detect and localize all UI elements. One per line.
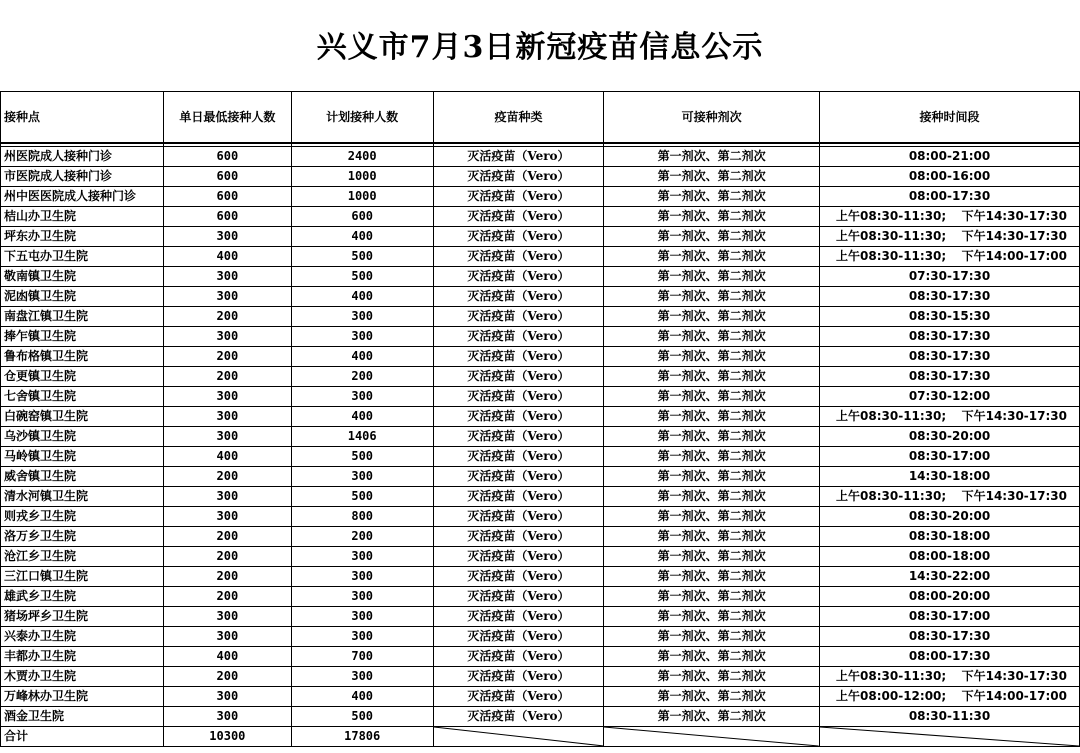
time-cell: [820, 667, 1080, 687]
site-cell: 乌沙镇卫生院: [1, 427, 164, 447]
time-cell: [820, 207, 1080, 227]
time-range: 07:30-17:30: [908, 269, 991, 283]
site-cell: 木贾办卫生院: [1, 667, 164, 687]
total-label: 合计: [1, 727, 164, 747]
planned-cell: 1000: [291, 187, 433, 207]
min-daily-cell: 300: [163, 287, 291, 307]
diagonal-line: [820, 727, 1079, 746]
time-range: 07:30-12:00: [908, 389, 991, 403]
min-daily-cell: 200: [163, 527, 291, 547]
time-cell: [820, 347, 1080, 367]
min-daily-cell: 300: [163, 227, 291, 247]
site-cell: 丰都办卫生院: [1, 647, 164, 667]
time-cell: [820, 567, 1080, 587]
vaccine-type-cell: 灭活疫苗（Vero）: [433, 687, 604, 707]
time-pm: 下午14:30-17:30: [961, 229, 1067, 243]
site-cell: 州医院成人接种门诊: [1, 147, 164, 167]
header-min-daily: 单日最低接种人数: [163, 92, 291, 144]
table-row: [1, 347, 1080, 367]
site-cell: 坪东办卫生院: [1, 227, 164, 247]
table-row: [1, 287, 1080, 307]
planned-cell: 300: [291, 327, 433, 347]
table-row: [1, 587, 1080, 607]
min-daily-cell: 300: [163, 407, 291, 427]
dose-cell: 第一剂次、第二剂次: [604, 427, 820, 447]
site-cell: 马岭镇卫生院: [1, 447, 164, 467]
time-cell: [820, 227, 1080, 247]
min-daily-cell: 300: [163, 627, 291, 647]
min-daily-cell: 400: [163, 447, 291, 467]
time-cell: [820, 587, 1080, 607]
time-am: 上午08:30-11:30;: [836, 669, 947, 683]
min-daily-cell: 200: [163, 667, 291, 687]
min-daily-cell: 600: [163, 187, 291, 207]
blank-cell: [433, 727, 604, 747]
planned-cell: 300: [291, 467, 433, 487]
dose-cell: 第一剂次、第二剂次: [604, 167, 820, 187]
min-daily-cell: 200: [163, 587, 291, 607]
dose-cell: 第一剂次、第二剂次: [604, 667, 820, 687]
vaccine-type-cell: 灭活疫苗（Vero）: [433, 287, 604, 307]
time-cell: [820, 367, 1080, 387]
site-cell: 泥凼镇卫生院: [1, 287, 164, 307]
time-am: 上午08:30-11:30;: [836, 489, 947, 503]
planned-cell: 500: [291, 707, 433, 727]
header-time: 接种时间段: [820, 92, 1080, 144]
dose-cell: 第一剂次、第二剂次: [604, 407, 820, 427]
min-daily-cell: 300: [163, 487, 291, 507]
vaccine-type-cell: 灭活疫苗（Vero）: [433, 187, 604, 207]
time-cell: [820, 167, 1080, 187]
dose-cell: 第一剂次、第二剂次: [604, 367, 820, 387]
min-daily-cell: 300: [163, 327, 291, 347]
site-cell: 洛万乡卫生院: [1, 527, 164, 547]
site-cell: 南盘江镇卫生院: [1, 307, 164, 327]
planned-cell: 300: [291, 307, 433, 327]
site-cell: 三江口镇卫生院: [1, 567, 164, 587]
planned-cell: 300: [291, 567, 433, 587]
min-daily-cell: 300: [163, 267, 291, 287]
dose-cell: 第一剂次、第二剂次: [604, 567, 820, 587]
dose-cell: 第一剂次、第二剂次: [604, 687, 820, 707]
planned-cell: 300: [291, 627, 433, 647]
min-daily-cell: 300: [163, 507, 291, 527]
vaccine-type-cell: 灭活疫苗（Vero）: [433, 527, 604, 547]
min-daily-cell: 200: [163, 367, 291, 387]
table-row: [1, 427, 1080, 447]
site-cell: 威舍镇卫生院: [1, 467, 164, 487]
vaccine-type-cell: 灭活疫苗（Vero）: [433, 507, 604, 527]
time-cell: [820, 147, 1080, 167]
planned-cell: 700: [291, 647, 433, 667]
blank-cell: [604, 727, 820, 747]
vaccine-type-cell: 灭活疫苗（Vero）: [433, 247, 604, 267]
vaccine-type-cell: 灭活疫苗（Vero）: [433, 427, 604, 447]
time-cell: [820, 407, 1080, 427]
header-site: 接种点: [1, 92, 164, 144]
vaccine-type-cell: 灭活疫苗（Vero）: [433, 487, 604, 507]
time-cell: [820, 187, 1080, 207]
dose-cell: 第一剂次、第二剂次: [604, 247, 820, 267]
time-cell: [820, 647, 1080, 667]
table-row: [1, 407, 1080, 427]
table-row: [1, 547, 1080, 567]
time-range: 08:00-18:00: [908, 549, 991, 563]
table-row: [1, 307, 1080, 327]
vaccine-type-cell: 灭活疫苗（Vero）: [433, 367, 604, 387]
min-daily-cell: 300: [163, 427, 291, 447]
dose-cell: 第一剂次、第二剂次: [604, 507, 820, 527]
blank-cell: [820, 727, 1080, 747]
dose-cell: 第一剂次、第二剂次: [604, 647, 820, 667]
vaccine-type-cell: 灭活疫苗（Vero）: [433, 567, 604, 587]
site-cell: 州中医医院成人接种门诊: [1, 187, 164, 207]
time-cell: [820, 507, 1080, 527]
time-cell: [820, 467, 1080, 487]
time-range: 08:00-17:30: [908, 649, 991, 663]
table-row: [1, 647, 1080, 667]
table-row: [1, 527, 1080, 547]
dose-cell: 第一剂次、第二剂次: [604, 147, 820, 167]
vaccine-type-cell: 灭活疫苗（Vero）: [433, 447, 604, 467]
time-cell: [820, 287, 1080, 307]
table-row: [1, 207, 1080, 227]
diagonal-line: [434, 727, 604, 746]
min-daily-cell: 300: [163, 707, 291, 727]
time-cell: [820, 627, 1080, 647]
dose-cell: 第一剂次、第二剂次: [604, 347, 820, 367]
table-row: [1, 567, 1080, 587]
diagonal-line: [604, 727, 819, 746]
header-dose: 可接种剂次: [604, 92, 820, 144]
min-daily-cell: 200: [163, 307, 291, 327]
total-min-daily: 10300: [163, 727, 291, 747]
time-range: 08:30-20:00: [908, 429, 991, 443]
vaccine-type-cell: 灭活疫苗（Vero）: [433, 627, 604, 647]
planned-cell: 300: [291, 607, 433, 627]
planned-cell: 500: [291, 447, 433, 467]
time-am: 上午08:30-11:30;: [836, 249, 947, 263]
time-range: 08:30-17:30: [908, 349, 991, 363]
time-cell: [820, 607, 1080, 627]
dose-cell: 第一剂次、第二剂次: [604, 187, 820, 207]
dose-cell: 第一剂次、第二剂次: [604, 207, 820, 227]
vaccine-type-cell: 灭活疫苗（Vero）: [433, 607, 604, 627]
time-range: 08:30-17:30: [908, 329, 991, 343]
planned-cell: 200: [291, 367, 433, 387]
dose-cell: 第一剂次、第二剂次: [604, 627, 820, 647]
vaccine-type-cell: 灭活疫苗（Vero）: [433, 667, 604, 687]
dose-cell: 第一剂次、第二剂次: [604, 487, 820, 507]
vaccine-type-cell: 灭活疫苗（Vero）: [433, 587, 604, 607]
planned-cell: 400: [291, 227, 433, 247]
table-row: [1, 467, 1080, 487]
vaccine-type-cell: 灭活疫苗（Vero）: [433, 207, 604, 227]
header-planned: 计划接种人数: [291, 92, 433, 144]
min-daily-cell: 600: [163, 207, 291, 227]
time-range: 08:30-17:00: [908, 449, 991, 463]
site-cell: 酒金卫生院: [1, 707, 164, 727]
min-daily-cell: 300: [163, 687, 291, 707]
time-am: 上午08:30-11:30;: [836, 409, 947, 423]
time-range: 08:30-17:00: [908, 609, 991, 623]
vaccine-type-cell: 灭活疫苗（Vero）: [433, 327, 604, 347]
dose-cell: 第一剂次、第二剂次: [604, 547, 820, 567]
planned-cell: 600: [291, 207, 433, 227]
min-daily-cell: 300: [163, 607, 291, 627]
planned-cell: 400: [291, 407, 433, 427]
table-row: [1, 447, 1080, 467]
dose-cell: 第一剂次、第二剂次: [604, 447, 820, 467]
time-range: 08:30-15:30: [908, 309, 991, 323]
time-cell: [820, 427, 1080, 447]
site-cell: 下五屯办卫生院: [1, 247, 164, 267]
site-cell: 万峰林办卫生院: [1, 687, 164, 707]
planned-cell: 400: [291, 687, 433, 707]
time-pm: 下午14:30-17:30: [961, 489, 1067, 503]
time-cell: [820, 387, 1080, 407]
time-cell: [820, 247, 1080, 267]
time-pm: 下午14:30-17:30: [961, 209, 1067, 223]
time-cell: [820, 707, 1080, 727]
time-range: 08:30-17:30: [908, 289, 991, 303]
table-row: [1, 367, 1080, 387]
vaccine-type-cell: 灭活疫苗（Vero）: [433, 347, 604, 367]
time-range: 08:00-17:30: [908, 189, 991, 203]
planned-cell: 2400: [291, 147, 433, 167]
time-range: 08:30-17:30: [908, 629, 991, 643]
vaccine-type-cell: 灭活疫苗（Vero）: [433, 647, 604, 667]
time-cell: [820, 447, 1080, 467]
site-cell: 清水河镇卫生院: [1, 487, 164, 507]
time-am: 上午08:30-11:30;: [836, 209, 947, 223]
planned-cell: 200: [291, 527, 433, 547]
planned-cell: 400: [291, 287, 433, 307]
vaccine-type-cell: 灭活疫苗（Vero）: [433, 227, 604, 247]
time-cell: [820, 547, 1080, 567]
site-cell: 桔山办卫生院: [1, 207, 164, 227]
time-cell: [820, 487, 1080, 507]
site-cell: 则戎乡卫生院: [1, 507, 164, 527]
table-row: [1, 627, 1080, 647]
vaccine-type-cell: 灭活疫苗（Vero）: [433, 167, 604, 187]
table-row: [1, 187, 1080, 207]
vaccine-type-cell: 灭活疫苗（Vero）: [433, 267, 604, 287]
dose-cell: 第一剂次、第二剂次: [604, 607, 820, 627]
dose-cell: 第一剂次、第二剂次: [604, 327, 820, 347]
planned-cell: 300: [291, 667, 433, 687]
time-am: 上午08:30-11:30;: [836, 229, 947, 243]
dose-cell: 第一剂次、第二剂次: [604, 287, 820, 307]
time-pm: 下午14:30-17:30: [961, 669, 1067, 683]
site-cell: 沧江乡卫生院: [1, 547, 164, 567]
vaccine-type-cell: 灭活疫苗（Vero）: [433, 407, 604, 427]
table-row: [1, 487, 1080, 507]
time-range: 14:30-18:00: [908, 469, 991, 483]
total-row: [1, 727, 1080, 747]
time-cell: [820, 527, 1080, 547]
vaccine-type-cell: 灭活疫苗（Vero）: [433, 547, 604, 567]
site-cell: 雄武乡卫生院: [1, 587, 164, 607]
table-row: [1, 507, 1080, 527]
table-row: [1, 227, 1080, 247]
time-range: 14:30-22:00: [908, 569, 991, 583]
planned-cell: 300: [291, 387, 433, 407]
site-cell: 七舍镇卫生院: [1, 387, 164, 407]
total-planned: 17806: [291, 727, 433, 747]
dose-cell: 第一剂次、第二剂次: [604, 707, 820, 727]
time-cell: [820, 327, 1080, 347]
min-daily-cell: 200: [163, 547, 291, 567]
time-pm: 下午14:30-17:30: [961, 409, 1067, 423]
site-cell: 白碗窑镇卫生院: [1, 407, 164, 427]
site-cell: 鲁布格镇卫生院: [1, 347, 164, 367]
min-daily-cell: 200: [163, 347, 291, 367]
min-daily-cell: 600: [163, 167, 291, 187]
time-am: 上午08:00-12:00;: [836, 689, 947, 703]
planned-cell: 1406: [291, 427, 433, 447]
min-daily-cell: 400: [163, 647, 291, 667]
time-pm: 下午14:00-17:00: [961, 689, 1067, 703]
planned-cell: 300: [291, 587, 433, 607]
planned-cell: 800: [291, 507, 433, 527]
min-daily-cell: 300: [163, 387, 291, 407]
table-row: [1, 607, 1080, 627]
site-cell: 仓更镇卫生院: [1, 367, 164, 387]
time-range: 08:00-16:00: [908, 169, 991, 183]
time-pm: 下午14:00-17:00: [961, 249, 1067, 263]
table-row: [1, 267, 1080, 287]
table-row: [1, 147, 1080, 167]
vaccine-type-cell: 灭活疫苗（Vero）: [433, 707, 604, 727]
vaccine-type-cell: 灭活疫苗（Vero）: [433, 467, 604, 487]
site-cell: 市医院成人接种门诊: [1, 167, 164, 187]
min-daily-cell: 600: [163, 147, 291, 167]
table-row: [1, 247, 1080, 267]
time-cell: [820, 267, 1080, 287]
planned-cell: 500: [291, 267, 433, 287]
vaccine-type-cell: 灭活疫苗（Vero）: [433, 147, 604, 167]
dose-cell: 第一剂次、第二剂次: [604, 387, 820, 407]
min-daily-cell: 400: [163, 247, 291, 267]
time-range: 08:30-20:00: [908, 509, 991, 523]
vaccine-info-table: [0, 91, 1080, 747]
planned-cell: 500: [291, 247, 433, 267]
dose-cell: 第一剂次、第二剂次: [604, 527, 820, 547]
page-title: 兴义市7月3日新冠疫苗信息公示: [316, 30, 764, 65]
dose-cell: 第一剂次、第二剂次: [604, 307, 820, 327]
table-row: [1, 687, 1080, 707]
table-row: [1, 387, 1080, 407]
table-row: [1, 167, 1080, 187]
planned-cell: 1000: [291, 167, 433, 187]
site-cell: 敬南镇卫生院: [1, 267, 164, 287]
planned-cell: 400: [291, 347, 433, 367]
table-row: [1, 327, 1080, 347]
min-daily-cell: 200: [163, 567, 291, 587]
dose-cell: 第一剂次、第二剂次: [604, 587, 820, 607]
vaccine-type-cell: 灭活疫苗（Vero）: [433, 307, 604, 327]
vaccine-type-cell: 灭活疫苗（Vero）: [433, 387, 604, 407]
time-cell: [820, 307, 1080, 327]
site-cell: 猪场坪乡卫生院: [1, 607, 164, 627]
time-range: 08:00-21:00: [908, 149, 991, 163]
table-row: [1, 707, 1080, 727]
table-row: [1, 667, 1080, 687]
dose-cell: 第一剂次、第二剂次: [604, 227, 820, 247]
time-range: 08:30-18:00: [908, 529, 991, 543]
site-cell: 捧乍镇卫生院: [1, 327, 164, 347]
time-range: 08:30-11:30: [908, 709, 991, 723]
planned-cell: 500: [291, 487, 433, 507]
table-header-row: [1, 92, 1080, 144]
dose-cell: 第一剂次、第二剂次: [604, 467, 820, 487]
time-range: 08:30-17:30: [908, 369, 991, 383]
time-cell: [820, 687, 1080, 707]
dose-cell: 第一剂次、第二剂次: [604, 267, 820, 287]
min-daily-cell: 200: [163, 467, 291, 487]
header-vaccine-type: 疫苗种类: [433, 92, 604, 144]
planned-cell: 300: [291, 547, 433, 567]
site-cell: 兴泰办卫生院: [1, 627, 164, 647]
time-range: 08:00-20:00: [908, 589, 991, 603]
